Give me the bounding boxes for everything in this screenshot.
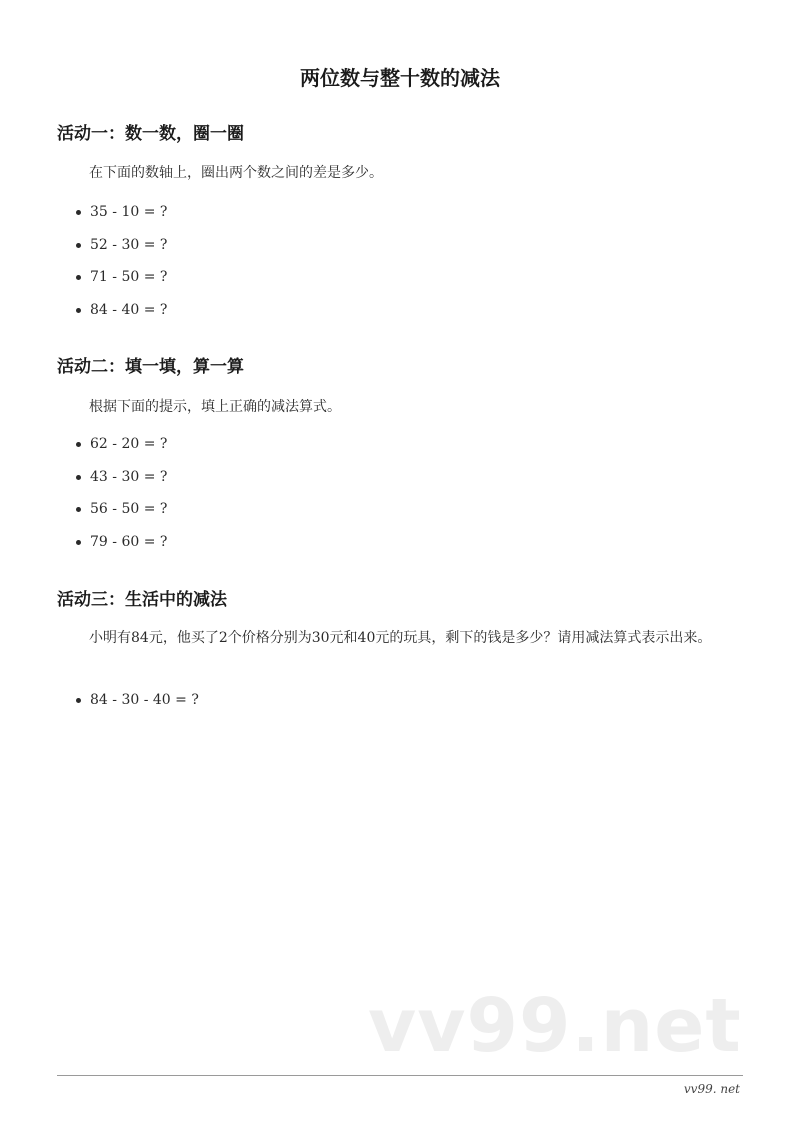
problem-text: 84 - 40 = ? xyxy=(90,301,168,318)
section-description-1: 在下面的数轴上，圈出两个数之间的差是多少。 xyxy=(89,165,383,181)
section-heading-1: 活动一：数一数，圈一圈 xyxy=(57,124,244,144)
bullet-icon xyxy=(76,475,81,480)
problem-item xyxy=(70,434,167,467)
bullet-icon xyxy=(76,507,81,512)
section-heading-3: 活动三：生活中的减法 xyxy=(57,590,227,610)
problem-item xyxy=(70,300,167,333)
problem-item xyxy=(70,499,167,532)
problem-list-2 xyxy=(70,434,167,564)
bullet-icon xyxy=(76,308,81,313)
problem-text: 52 - 30 = ? xyxy=(90,236,168,253)
bullet-icon xyxy=(76,210,81,215)
problem-text: 71 - 50 = ? xyxy=(90,269,168,285)
page-title: 两位数与整十数的减法 xyxy=(300,66,500,90)
problem-item xyxy=(70,267,167,300)
problem-item xyxy=(70,467,167,500)
problem-text: 35 - 10 = ? xyxy=(90,204,168,220)
problem-text: 79 - 60 = ? xyxy=(90,533,168,550)
problem-text: 62 - 20 = ? xyxy=(90,436,168,452)
problem-item xyxy=(70,202,167,235)
watermark: vv99.net xyxy=(368,983,742,1069)
problem-text: 43 - 30 = ? xyxy=(90,468,168,485)
problem-list-3 xyxy=(70,690,199,723)
section-description-3: 小明有84元，他买了2个价格分别为30元和40元的玩具，剩下的钱是多少？请用减法算式表示出来。 xyxy=(89,630,712,646)
footer-site-label: vv99. net xyxy=(683,1082,740,1096)
problem-item xyxy=(70,235,167,268)
bullet-icon xyxy=(76,275,81,280)
footer-divider xyxy=(57,1075,743,1076)
bullet-icon xyxy=(76,540,81,545)
bullet-icon xyxy=(76,698,81,703)
bullet-icon xyxy=(76,243,81,248)
problem-list-1 xyxy=(70,202,167,332)
bullet-icon xyxy=(76,442,81,447)
problem-text: 56 - 50 = ? xyxy=(90,501,168,517)
section-description-2: 根据下面的提示，填上正确的减法算式。 xyxy=(89,399,341,415)
problem-item xyxy=(70,532,167,565)
problem-text: 84 - 30 - 40 = ? xyxy=(90,692,199,708)
section-heading-2: 活动二：填一填，算一算 xyxy=(57,357,244,377)
problem-item xyxy=(70,690,199,723)
